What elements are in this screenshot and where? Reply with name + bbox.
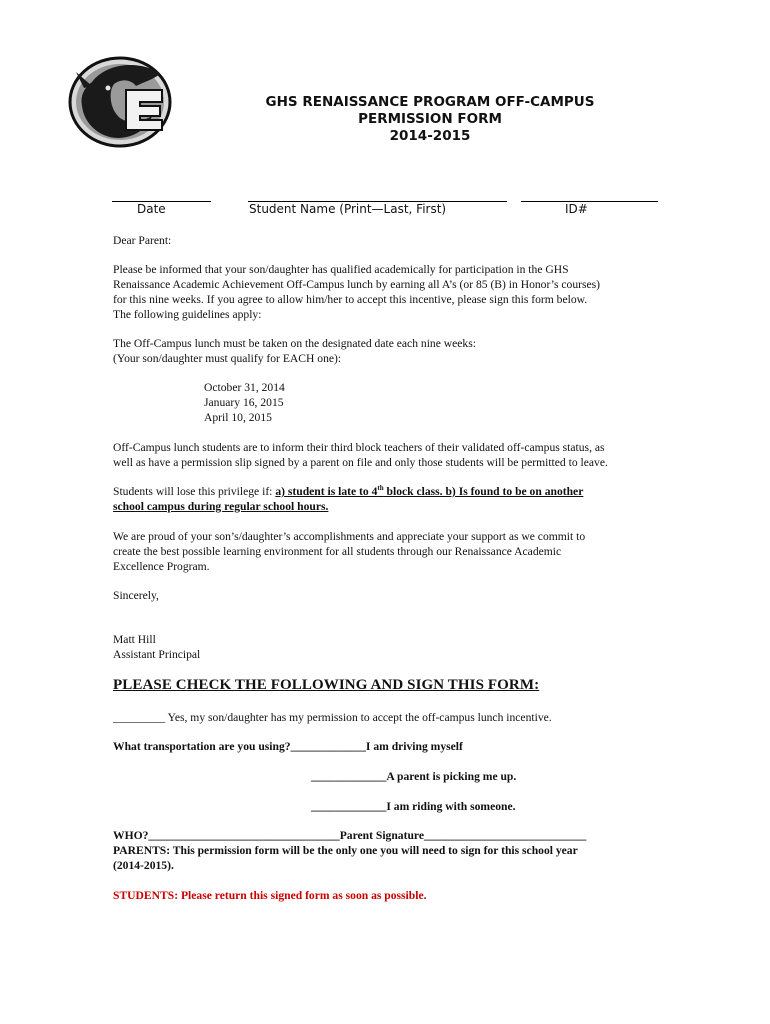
signature-block <box>113 632 658 662</box>
text-line: The Off-Campus lunch must be taken on the designated date each nine weeks: <box>113 337 476 350</box>
privilege-intro: Students will lose this privilege if: <box>113 485 276 498</box>
paragraph-qualification <box>113 262 658 322</box>
who-and-signature-line[interactable]: WHO?_________________________________Parent Signature____________________________ <box>113 829 587 842</box>
school-logo <box>62 52 174 150</box>
transport-option-riding[interactable]: _____________I am riding with someone. <box>311 800 516 813</box>
greeting: Dear Parent: <box>113 234 172 247</box>
signer-title: Assistant Principal <box>113 648 201 661</box>
text-line: well as have a permission slip signed by a parent on file and only those students will be permitted to leave. <box>113 456 608 469</box>
text-line: Off-Campus lunch students are to inform their third block teachers of their validated off-campus status, as <box>113 441 605 454</box>
form-title <box>200 94 660 145</box>
text-line: The following guidelines apply: <box>113 308 262 321</box>
list-item: October 31, 2014 <box>204 381 285 394</box>
transport-option-driving[interactable]: What transportation are you using?_____________I am driving myself <box>113 740 463 753</box>
text-line: Please be informed that your son/daughter has qualified academically for participation in the GHS <box>113 263 569 276</box>
paragraph-status <box>113 440 658 470</box>
text-line: Excellence Program. <box>113 560 210 573</box>
ordinal-suffix: th <box>377 484 384 493</box>
privilege-line-2: school campus during regular school hours. <box>113 500 329 513</box>
parents-note-line-2: (2014-2015). <box>113 859 174 872</box>
wolf-logo-icon <box>62 52 174 150</box>
text-line: Renaissance Academic Achievement Off-Campus lunch by earning all A’s (or 85 (B) in Honor’s courses) <box>113 278 601 291</box>
text-line: for this nine weeks. If you agree to allow him/her to accept this incentive, please sign this form below. <box>113 293 588 306</box>
text-line: create the best possible learning environment for all students through our Renaissance Academic <box>113 545 562 558</box>
paragraph-proud <box>113 529 658 574</box>
privilege-condition-a <box>275 485 583 498</box>
title-line-3: 2014-2015 <box>389 128 471 144</box>
students-note: STUDENTS: Please return this signed form as soon as possible. <box>113 889 427 902</box>
title-line-1: GHS RENAISSANCE PROGRAM OFF-CAMPUS <box>265 94 595 110</box>
paragraph-privilege <box>113 484 658 514</box>
paragraph-designated-date <box>113 336 658 366</box>
list-item: April 10, 2015 <box>204 411 272 424</box>
date-label: Date <box>137 202 166 216</box>
student-name-label: Student Name (Print—Last, First) <box>249 202 447 216</box>
transport-option-parent[interactable]: _____________A parent is picking me up. <box>311 770 517 783</box>
closing: Sincerely, <box>113 589 159 602</box>
list-item: January 16, 2015 <box>204 396 284 409</box>
form-heading: PLEASE CHECK THE FOLLOWING AND SIGN THIS FORM: <box>113 677 540 693</box>
signer-name: Matt Hill <box>113 633 156 646</box>
condition-a-text: a) student is late to 4 <box>275 485 378 498</box>
id-field-line[interactable] <box>521 201 658 202</box>
condition-b-text: block class. b) Is found to be on another <box>383 485 584 498</box>
title-line-2: PERMISSION FORM <box>358 111 502 127</box>
id-label: ID# <box>565 202 588 216</box>
parents-note-line-1: PARENTS: This permission form will be the only one you will need to sign for this school year <box>113 844 578 857</box>
privilege-line-1 <box>113 484 658 499</box>
lunch-dates-list <box>204 380 285 425</box>
parents-note <box>113 843 673 873</box>
text-line: We are proud of your son’s/daughter’s accomplishments and appreciate your support as we commit to <box>113 530 586 543</box>
text-line: (Your son/daughter must qualify for EACH one): <box>113 352 342 365</box>
permission-checkbox-line[interactable]: _________ Yes, my son/daughter has my permission to accept the off-campus lunch incentive. <box>113 711 552 724</box>
